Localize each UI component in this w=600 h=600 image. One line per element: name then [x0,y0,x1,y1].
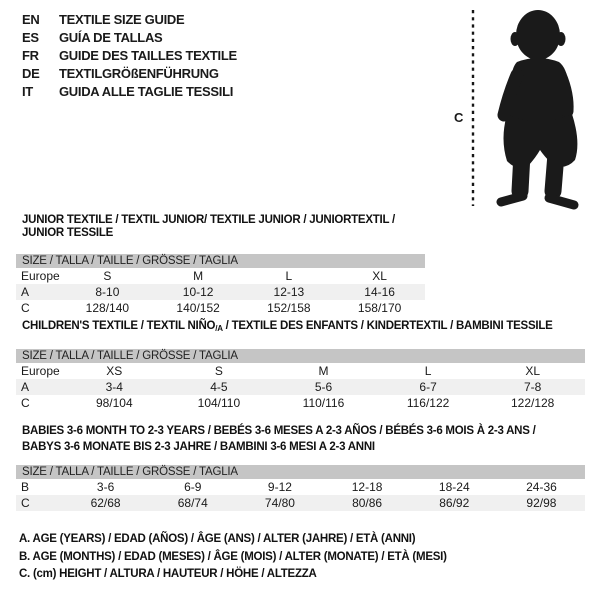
table-cell: XL [372,269,387,283]
table-cell: 24-36 [526,480,557,494]
table-row [16,379,585,395]
row-label: C [21,301,30,315]
table-cell: 86/92 [439,496,470,510]
table-row [16,363,585,379]
language-code: IT [22,84,33,99]
section-title-line [22,439,585,455]
language-label: GUIDE DES TAILLES TEXTILE [59,48,237,63]
footnote: A. AGE (YEARS) / EDAD (AÑOS) / ÂGE (ANS) / ALTER (JAHRE) / ETÀ (ANNI) [19,533,416,545]
section-junior [16,214,425,316]
baby-silhouette-graphic [452,6,600,211]
table-cell: 152/158 [267,301,311,315]
row-label: C [21,496,30,510]
language-label: TEXTILE SIZE GUIDE [59,12,185,27]
row-label: C [21,396,30,410]
section-title-line [22,423,585,439]
language-code: EN [22,12,40,27]
table-header-bar: SIZE / TALLA / TAILLE / GRÖSSE / TAGLIA [16,349,585,363]
table-cell: 6-9 [184,480,202,494]
title-text: BABYS 3-6 MONATE BIS 2-3 JAHRE / BAMBINI 3-6 MESI A 2-3 ANNI [22,441,375,453]
table-cell: XS [106,364,123,378]
language-label: TEXTILGRÖßENFÜHRUNG [59,66,219,81]
table-row [16,300,425,316]
table-cell: 92/98 [526,496,557,510]
table-cell: 158/170 [357,301,402,315]
table-cell: 14-16 [364,285,395,299]
section-title [22,423,585,455]
table-cell: M [318,364,329,378]
language-label: GUÍA DE TALLAS [59,30,163,45]
table-row [16,268,425,284]
table-cell: 7-8 [524,380,542,394]
table-cell: 74/80 [264,496,295,510]
table-cell: M [193,269,204,283]
title-text: / TEXTILE DES ENFANTS / KINDERTEXTIL / BAMBINI TESSILE [222,320,553,332]
table-row [16,495,585,511]
language-label: GUIDA ALLE TAGLIE TESSILI [59,84,234,99]
language-row [22,47,237,65]
section-title [22,214,425,240]
size-table-children [16,349,585,411]
language-code: ES [22,30,39,45]
table-cell: S [103,269,112,283]
table-cell: 12-13 [273,285,305,299]
table-cell: 80/86 [352,496,383,510]
size-table-junior [16,254,425,316]
table-header-bar: SIZE / TALLA / TAILLE / GRÖSSE / TAGLIA [16,465,585,479]
table-header-bar: SIZE / TALLA / TAILLE / GRÖSSE / TAGLIA [16,254,425,268]
size-table-babies [16,465,585,511]
table-cell: 8-10 [95,285,120,299]
language-row [22,29,237,47]
row-label: A [21,285,30,299]
table-cell: 4-5 [210,380,228,394]
table-cell: 12-18 [351,480,383,494]
title-text: BABIES 3-6 MONTH TO 2-3 YEARS / BEBÉS 3-6 MESES A 2-3 AÑOS / BÉBÉS 3-6 MOIS À 2-3 ANS / [22,425,536,437]
section-babies [16,423,585,511]
table-cell: 62/68 [90,496,121,510]
title-text: JUNIOR TEXTILE / TEXTIL JUNIOR/ TEXTILE JUNIOR / JUNIORTEXTIL / JUNIOR TESSILE [22,214,395,239]
table-cell: 68/74 [177,496,208,510]
row-label: Europe [21,269,60,283]
footnote: C. (cm) HEIGHT / ALTURA / HAUTEUR / HÖHE / ALTEZZA [19,568,317,580]
section-title-line [22,320,585,335]
table-cell: L [424,364,432,378]
table-row [16,479,585,495]
table-cell: 140/152 [176,301,220,315]
table-row [16,284,425,300]
table-cell: 128/140 [85,301,130,315]
title-text: /A [215,324,223,333]
table-cell: 98/104 [95,396,133,410]
section-children [16,320,585,411]
table-cell: 5-6 [314,380,333,394]
table-cell: 3-6 [96,480,115,494]
table-cell: 110/116 [302,396,345,410]
language-row [22,83,237,101]
section-title [22,320,585,335]
table-cell: 104/110 [197,396,241,410]
table-cell: 18-24 [438,480,470,494]
language-row [22,11,237,29]
language-row [22,65,237,83]
language-header [22,11,237,101]
table-cell: L [285,269,293,283]
table-cell: 3-4 [105,380,123,394]
table-cell: 116/122 [406,396,450,410]
height-measure-label: C [454,110,464,125]
baby-silhouette [501,10,577,205]
table-cell: 6-7 [419,380,437,394]
language-code: DE [22,66,40,81]
baby-figure [452,6,600,211]
table-cell: 10-12 [182,285,214,299]
footnote: B. AGE (MONTHS) / EDAD (MESES) / ÂGE (MOIS) / ALTER (MONATE) / ETÀ (MESI) [19,550,447,563]
table-cell: 9-12 [267,480,292,494]
row-label: A [21,380,30,394]
table-cell: XL [525,364,541,378]
row-label: B [21,480,30,494]
table-cell: S [214,364,223,378]
title-text: CHILDREN'S TEXTILE / TEXTIL NIÑO [22,320,216,332]
table-row [16,395,585,411]
language-code: FR [22,48,39,63]
footnotes [19,531,447,584]
section-title-line [22,214,425,240]
table-cell: 122/128 [510,396,555,410]
row-label: Europe [21,364,60,378]
